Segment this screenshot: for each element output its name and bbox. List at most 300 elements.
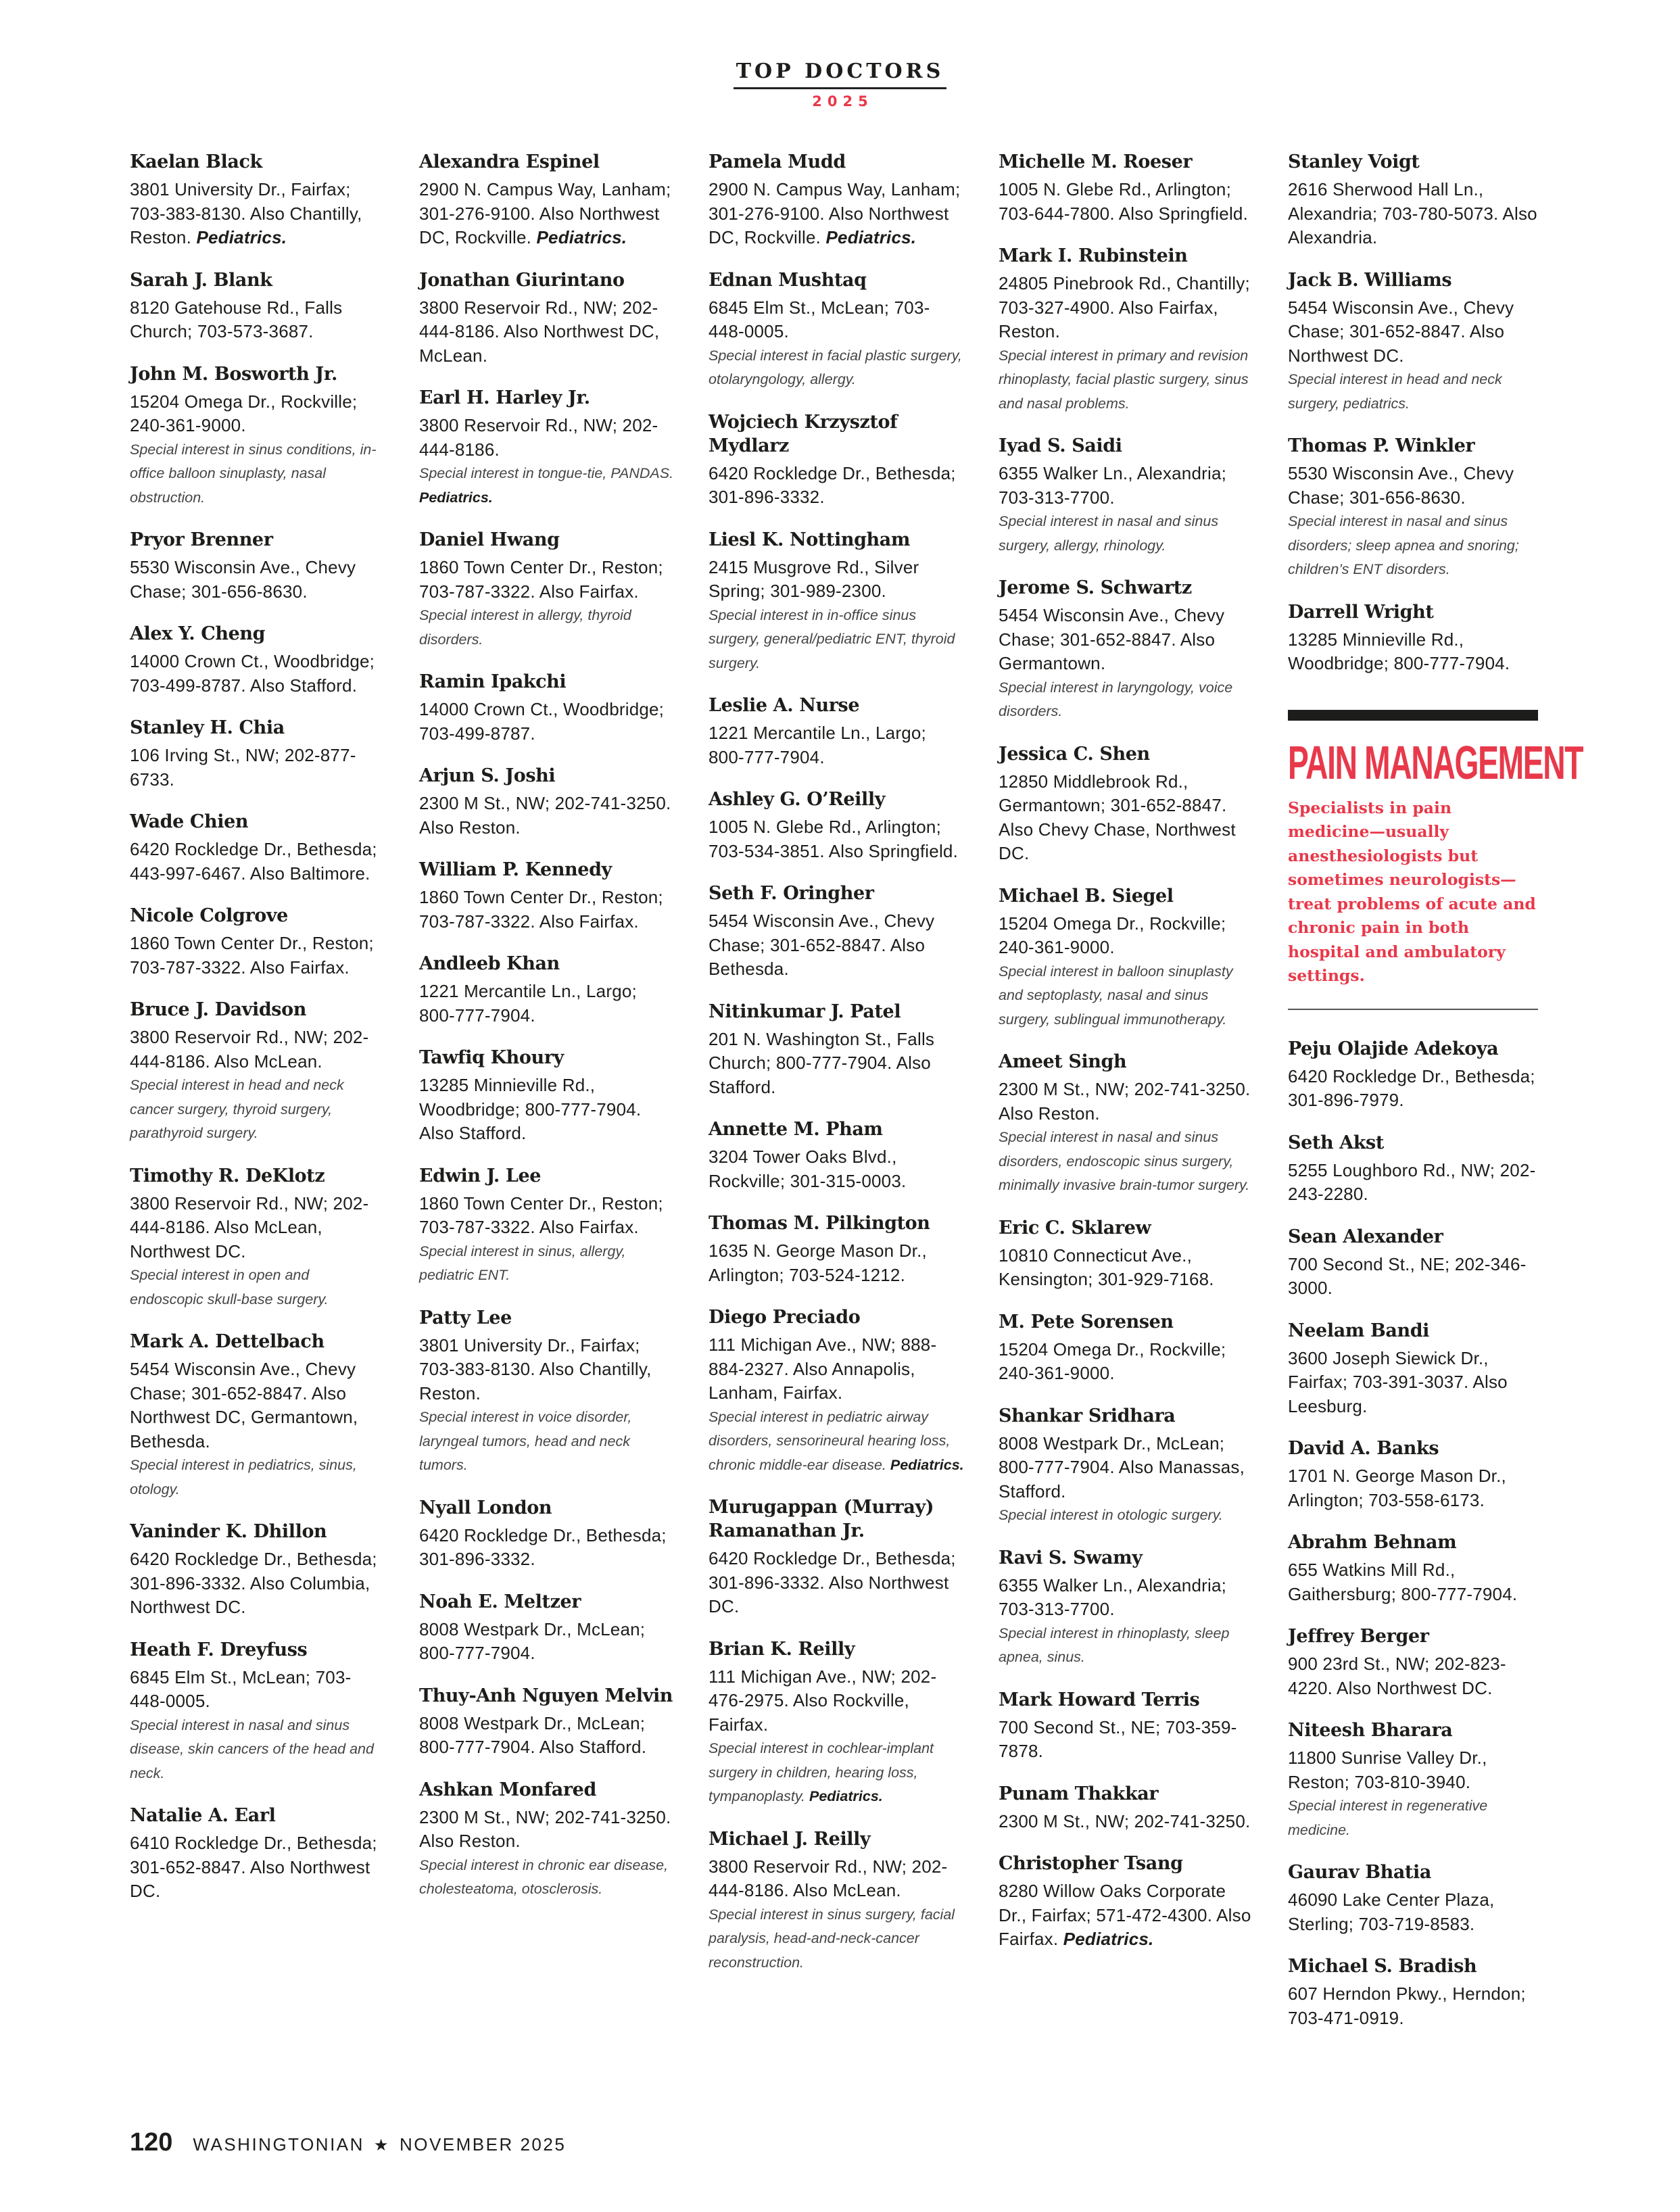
pain-management-list xyxy=(1288,1037,1545,2031)
address-text: 2300 M St., NW; 202-741-3250. Also Reston. xyxy=(419,1806,671,1851)
doctor-address xyxy=(709,462,965,510)
special-interest-note xyxy=(1288,1794,1545,1842)
address-text: 1005 N. Glebe Rd., Arlington; 703-534-3851. Also Springfield. xyxy=(709,817,959,861)
doctor-name: Peju Olajide Adekoya xyxy=(1288,1038,1499,1059)
doctor-address xyxy=(1288,1888,1545,1936)
address-text: 8008 Westpark Dr., McLean; 800-777-7904. xyxy=(419,1618,646,1663)
specialty-tag: Pediatrics. xyxy=(1063,1929,1154,1949)
address-text: 1860 Town Center Dr., Reston; 703-787-3322. Also Fairfax. xyxy=(130,933,374,978)
address-text: 3800 Reservoir Rd., NW; 202-444-8186. xyxy=(419,415,658,460)
doctor-address xyxy=(999,912,1255,960)
address-text: 2900 N. Campus Way, Lanham; 301-276-9100. Also Northwest DC, Rockville. xyxy=(419,179,671,247)
address-text: 2300 M St., NW; 202-741-3250. Also Reston. xyxy=(419,793,671,838)
doctor-address xyxy=(1288,1982,1545,2030)
doctor-entry xyxy=(1288,1037,1545,1113)
doctor-entry xyxy=(1288,1131,1545,1207)
doctor-name: Alexandra Espinel xyxy=(419,151,600,172)
column-3 xyxy=(709,150,965,1993)
doctor-entry xyxy=(709,1305,965,1477)
doctor-name: Edwin J. Lee xyxy=(419,1165,542,1186)
doctor-entry xyxy=(999,1310,1255,1386)
pain-management-description: Specialists in pain medicine—usually anesthesiologists but sometimes neurologists—treat problems of acute and chronic pain in both hospital and ambulatory settings. xyxy=(1288,798,1536,985)
pain-management-section xyxy=(1288,710,1583,2031)
doctor-name: Mark A. Dettelbach xyxy=(130,1331,325,1352)
address-text: 3204 Tower Oaks Blvd., Rockville; 301-315-0003. xyxy=(709,1147,907,1191)
doctor-entry xyxy=(1288,1225,1545,1301)
doctor-address xyxy=(130,1666,387,1714)
doctor-address xyxy=(999,1810,1255,1834)
doctor-entry xyxy=(999,1216,1255,1292)
address-text: 2616 Sherwood Hall Ln., Alexandria; 703-780-5073. Also Alexandria. xyxy=(1288,179,1537,247)
note-text: Special interest in nasal and sinus disorders; sleep apnea and snoring; children’s ENT disorders. xyxy=(1288,513,1519,577)
doctor-address xyxy=(419,296,676,368)
doctor-address xyxy=(130,1192,387,1264)
doctor-name: Patty Lee xyxy=(419,1307,512,1328)
issue-date: NOVEMBER 2025 xyxy=(399,2134,567,2155)
note-text: Special interest in allergy, thyroid disorders. xyxy=(419,607,631,648)
doctor-entry xyxy=(999,1546,1255,1670)
doctor-name: David A. Banks xyxy=(1288,1438,1439,1459)
doctor-name: Stanley H. Chia xyxy=(130,717,285,738)
doctor-entry xyxy=(1288,268,1545,416)
doctor-name: Jerome S. Schwartz xyxy=(999,577,1192,598)
doctor-name: Christopher Tsang xyxy=(999,1853,1183,1874)
address-text: 6410 Rockledge Dr., Bethesda; 301-652-8847. Also Northwest DC. xyxy=(130,1833,377,1901)
doctor-entry xyxy=(419,268,676,368)
doctor-entry xyxy=(419,1684,676,1760)
specialty-tag: Pediatrics. xyxy=(536,227,627,247)
doctor-address xyxy=(709,178,965,250)
doctor-address xyxy=(1288,462,1545,510)
address-text: 5255 Loughboro Rd., NW; 202-243-2280. xyxy=(1288,1159,1536,1204)
special-interest-note xyxy=(419,1854,676,1902)
address-text: 15204 Omega Dr., Rockville; 240-361-9000. xyxy=(130,391,358,435)
address-text: 1860 Town Center Dr., Reston; 703-787-3322. Also Fairfax. xyxy=(419,1193,663,1237)
column-4 xyxy=(999,150,1255,1970)
address-text: 655 Watkins Mill Rd., Gaithersburg; 800-777-7904. xyxy=(1288,1560,1518,1604)
address-text: 10810 Connecticut Ave., Kensington; 301-929-7168. xyxy=(999,1245,1214,1289)
special-interest-note xyxy=(1288,368,1545,416)
doctor-name: Michael B. Siegel xyxy=(999,885,1174,907)
address-text: 3801 University Dr., Fairfax; 703-383-8130. Also Chantilly, Reston. xyxy=(130,179,362,247)
note-text: Special interest in pediatric airway disorders, sensorineural hearing loss, chronic middle-ear disease. xyxy=(709,1408,951,1473)
address-text: 46090 Lake Center Plaza, Sterling; 703-719-8583. xyxy=(1288,1890,1495,1934)
doctor-address xyxy=(1288,1746,1545,1794)
doctor-address xyxy=(419,980,676,1028)
doctor-name: Kaelan Black xyxy=(130,151,262,172)
address-text: 8008 Westpark Dr., McLean; 800-777-7904. Also Stafford. xyxy=(419,1712,647,1757)
doctor-name: Michael J. Reilly xyxy=(709,1828,871,1850)
note-text: Special interest in nasal and sinus disorders, endoscopic sinus surgery, minimally invasive brain-tumor surgery. xyxy=(999,1129,1250,1193)
doctor-address xyxy=(419,792,676,840)
address-text: 900 23rd St., NW; 202-823-4220. Also Northwest DC. xyxy=(1288,1654,1506,1698)
note-text: Special interest in facial plastic surgery, otolaryngology, allergy. xyxy=(709,347,962,387)
doctor-entry xyxy=(709,268,965,392)
address-text: 201 N. Washington St., Falls Church; 800-777-7904. Also Stafford. xyxy=(709,1028,935,1097)
doctor-address xyxy=(130,1547,387,1620)
doctor-address xyxy=(130,556,387,604)
doctor-name: Wojciech Krzysztof Mydlarz xyxy=(709,411,898,456)
doctor-entry xyxy=(999,1404,1255,1528)
section-year: 2025 xyxy=(812,93,873,110)
address-text: 2415 Musgrove Rd., Silver Spring; 301-989-2300. xyxy=(709,556,919,601)
doctor-entry xyxy=(999,1852,1255,1952)
doctor-entry xyxy=(419,1164,676,1288)
doctor-name: Ashkan Monfared xyxy=(419,1779,596,1800)
doctor-name: Nicole Colgrove xyxy=(130,905,288,926)
address-text: 3800 Reservoir Rd., NW; 202-444-8186. Also McLean, Northwest DC. xyxy=(130,1193,369,1261)
doctor-address xyxy=(130,1026,387,1074)
doctor-entry xyxy=(999,434,1255,558)
address-text: 15204 Omega Dr., Rockville; 240-361-9000. xyxy=(999,1339,1226,1383)
doctor-address xyxy=(1288,1159,1545,1207)
address-text: 3801 University Dr., Fairfax; 703-383-8130. Also Chantilly, Reston. xyxy=(419,1335,652,1403)
doctor-address xyxy=(419,556,676,604)
doctor-entry xyxy=(419,670,676,746)
doctor-name: Natalie A. Earl xyxy=(130,1805,276,1826)
doctor-entry xyxy=(130,1638,387,1786)
doctor-entry xyxy=(419,1046,676,1146)
doctor-name: Wade Chien xyxy=(130,811,249,832)
address-text: 6420 Rockledge Dr., Bethesda; 301-896-3332. Also Northwest DC. xyxy=(709,1548,956,1616)
address-text: 6355 Walker Ln., Alexandria; 703-313-7700. xyxy=(999,1574,1227,1619)
doctor-entry xyxy=(130,1520,387,1620)
doctor-name: Sean Alexander xyxy=(1288,1226,1443,1247)
column-5 xyxy=(1288,150,1583,2048)
publication-name: WASHINGTONIAN xyxy=(193,2134,364,2155)
note-text: Special interest in tongue-tie, PANDAS. xyxy=(419,465,674,481)
doctor-address xyxy=(419,1074,676,1146)
doctor-name: Annette M. Pham xyxy=(709,1119,883,1140)
address-text: 106 Irving St., NW; 202-877-6733. xyxy=(130,745,356,790)
doctor-entry xyxy=(419,528,676,652)
doctor-address xyxy=(999,462,1255,510)
address-text: 2900 N. Campus Way, Lanham; 301-276-9100. Also Northwest DC, Rockville. xyxy=(709,179,961,247)
doctor-name: Darrell Wright xyxy=(1288,601,1434,623)
doctor-address xyxy=(1288,1652,1545,1700)
doctor-name: Noah E. Meltzer xyxy=(419,1591,581,1612)
address-text: 3600 Joseph Siewick Dr., Fairfax; 703-391-3037. Also Leesburg. xyxy=(1288,1347,1508,1416)
address-text: 14000 Crown Ct., Woodbridge; 703-499-8787. xyxy=(419,699,665,744)
doctor-name: Ednan Mushtaq xyxy=(709,269,867,291)
special-interest-note xyxy=(1288,510,1545,582)
doctor-address xyxy=(130,1357,387,1453)
specialty-tag: Pediatrics. xyxy=(419,489,493,506)
address-text: 5454 Wisconsin Ave., Chevy Chase; 301-652-8847. Also Germantown. xyxy=(999,605,1225,673)
address-text: 607 Herndon Pkwy., Herndon; 703-471-0919. xyxy=(1288,1983,1526,2028)
specialty-tag: Pediatrics. xyxy=(825,227,917,247)
doctor-name: Alex Y. Cheng xyxy=(130,623,266,644)
doctor-name: Leslie A. Nurse xyxy=(709,695,860,716)
doctor-entry xyxy=(419,764,676,840)
doctor-name: John M. Bosworth Jr. xyxy=(130,363,338,385)
doctor-address xyxy=(999,178,1255,226)
address-text: 111 Michigan Ave., NW; 888-884-2327. Also Annapolis, Lanham, Fairfax. xyxy=(709,1335,937,1403)
doctor-entry xyxy=(1288,600,1545,676)
doctor-name: Niteesh Bharara xyxy=(1288,1720,1453,1741)
special-interest-note xyxy=(999,1622,1255,1670)
doctor-address xyxy=(709,1855,965,1903)
column-1 xyxy=(130,150,387,1922)
address-text: 6420 Rockledge Dr., Bethesda; 301-896-3332. xyxy=(419,1524,667,1569)
address-text: 6420 Rockledge Dr., Bethesda; 301-896-3332. Also Columbia, Northwest DC. xyxy=(130,1549,377,1617)
doctor-name: Sarah J. Blank xyxy=(130,269,272,291)
doctor-name: Thomas M. Pilkington xyxy=(709,1213,930,1234)
doctor-name: Ravi S. Swamy xyxy=(999,1547,1143,1568)
doctor-address xyxy=(999,1338,1255,1386)
doctor-address xyxy=(130,744,387,792)
doctor-address xyxy=(419,1806,676,1854)
doctor-address xyxy=(999,770,1255,866)
doctor-address xyxy=(709,721,965,769)
doctor-name: Jessica C. Shen xyxy=(999,743,1150,765)
doctor-entry xyxy=(130,1804,387,1904)
address-text: 1635 N. George Mason Dr., Arlington; 703-524-1212. xyxy=(709,1241,927,1285)
address-text: 6845 Elm St., McLean; 703-448-0005. xyxy=(709,297,930,341)
doctor-name: Liesl K. Nottingham xyxy=(709,529,911,550)
doctor-name: Thomas P. Winkler xyxy=(1288,435,1475,456)
address-text: 1221 Mercantile Ln., Largo; 800-777-7904. xyxy=(419,981,637,1026)
doctor-entry xyxy=(419,1590,676,1666)
doctor-name: Ramin Ipakchi xyxy=(419,671,567,692)
doctor-name: Brian K. Reilly xyxy=(709,1638,855,1660)
address-text: 1701 N. George Mason Dr., Arlington; 703-558-6173. xyxy=(1288,1466,1506,1510)
doctor-entry xyxy=(1288,1437,1545,1512)
special-interest-note xyxy=(999,344,1255,416)
special-interest-note xyxy=(419,1240,676,1288)
doctor-address xyxy=(419,1192,676,1240)
doctor-entry xyxy=(1288,150,1545,250)
doctor-address xyxy=(709,296,965,344)
doctor-name: Arjun S. Joshi xyxy=(419,765,556,786)
doctor-entry xyxy=(709,1637,965,1809)
doctor-entry xyxy=(130,1164,387,1312)
doctor-entry xyxy=(709,1117,965,1193)
doctor-entry xyxy=(709,150,965,250)
doctor-entry xyxy=(130,904,387,980)
doctor-entry xyxy=(1288,434,1545,582)
note-text: Special interest in chronic ear disease, cholesteatoma, otosclerosis. xyxy=(419,1856,669,1897)
doctor-name: Bruce J. Davidson xyxy=(130,999,306,1020)
doctor-entry xyxy=(419,386,676,510)
doctor-entry xyxy=(999,150,1255,226)
doctor-address xyxy=(419,1524,676,1572)
address-text: 8008 Westpark Dr., McLean; 800-777-7904. Also Manassas, Stafford. xyxy=(999,1433,1245,1501)
doctor-address xyxy=(130,932,387,980)
doctor-entry xyxy=(130,716,387,792)
address-text: 1860 Town Center Dr., Reston; 703-787-3322. Also Fairfax. xyxy=(419,887,663,932)
doctor-address xyxy=(1288,1347,1545,1419)
doctor-name: Neelam Bandi xyxy=(1288,1320,1430,1341)
address-text: 3800 Reservoir Rd., NW; 202-444-8186. Also Northwest DC, McLean. xyxy=(419,297,660,366)
doctor-address xyxy=(130,650,387,698)
special-interest-note xyxy=(709,1737,965,1809)
doctor-entry xyxy=(709,1211,965,1287)
special-interest-note xyxy=(130,1074,387,1146)
doctor-name: Michelle M. Roeser xyxy=(999,151,1193,172)
doctor-address xyxy=(1288,1464,1545,1512)
doctor-name: Jonathan Giurintano xyxy=(419,269,625,291)
note-text: Special interest in head and neck cancer surgery, thyroid surgery, parathyroid surgery. xyxy=(130,1077,344,1141)
address-text: 5530 Wisconsin Ave., Chevy Chase; 301-656-8630. xyxy=(1288,463,1514,508)
doctor-name: Seth Akst xyxy=(1288,1132,1384,1153)
doctor-name: Andleeb Khan xyxy=(419,953,560,974)
doctor-address xyxy=(999,1716,1255,1764)
note-text: Special interest in nasal and sinus surgery, allergy, rhinology. xyxy=(999,513,1219,554)
address-text: 1860 Town Center Dr., Reston; 703-787-3322. Also Fairfax. xyxy=(419,557,663,602)
doctor-name: Jack B. Williams xyxy=(1288,269,1452,291)
special-interest-note xyxy=(130,1714,387,1786)
specialty-tag: Pediatrics. xyxy=(809,1788,883,1804)
footer-issue-line xyxy=(193,2134,566,2155)
doctor-name: Timothy R. DeKlotz xyxy=(130,1165,325,1186)
doctor-name: Shankar Sridhara xyxy=(999,1405,1176,1426)
doctor-address xyxy=(419,698,676,746)
star-icon: ★ xyxy=(373,2136,390,2155)
doctor-address xyxy=(999,604,1255,676)
address-text: 700 Second St., NE; 703-359-7878. xyxy=(999,1716,1237,1761)
doctor-address xyxy=(130,296,387,344)
address-text: 13285 Minnieville Rd., Woodbridge; 800-777-7904. xyxy=(1288,629,1510,673)
note-text: Special interest in in-office sinus surgery, general/pediatric ENT, thyroid surgery. xyxy=(709,606,955,671)
doctor-address xyxy=(130,390,387,438)
note-text: Special interest in balloon sinuplasty and septoplasty, nasal and sinus surgery, sublingual immunotherapy. xyxy=(999,963,1233,1028)
address-text: 6845 Elm St., McLean; 703-448-0005. xyxy=(130,1666,352,1711)
special-interest-note xyxy=(999,510,1255,558)
doctor-entry xyxy=(1288,1319,1545,1419)
specialty-tag: Pediatrics. xyxy=(890,1456,964,1473)
note-text: Special interest in head and neck surgery, pediatrics. xyxy=(1288,371,1502,412)
address-text: 700 Second St., NE; 202-346-3000. xyxy=(1288,1253,1527,1298)
doctor-entry xyxy=(419,1778,676,1902)
special-interest-note xyxy=(999,960,1255,1032)
doctor-address xyxy=(1288,1558,1545,1606)
doctor-name: Murugappan (Murray) Ramanathan Jr. xyxy=(709,1497,934,1541)
doctor-address xyxy=(419,1618,676,1666)
note-text: Special interest in cochlear-implant surgery in children, hearing loss, tympanoplasty. xyxy=(709,1740,934,1804)
doctor-entry xyxy=(419,1306,676,1478)
doctor-name: Nyall London xyxy=(419,1497,552,1518)
special-interest-note xyxy=(999,1126,1255,1198)
doctor-address xyxy=(419,414,676,462)
specialty-tag: Pediatrics. xyxy=(196,227,287,247)
doctor-name: Jeffrey Berger xyxy=(1288,1626,1429,1647)
doctor-name: Pryor Brenner xyxy=(130,529,273,550)
note-text: Special interest in primary and revision rhinoplasty, facial plastic surgery, sinus and nasal problems. xyxy=(999,347,1249,412)
doctor-address xyxy=(130,838,387,886)
doctor-address xyxy=(709,556,965,604)
doctor-address xyxy=(999,1879,1255,1952)
note-text: Special interest in sinus, allergy, pediatric ENT. xyxy=(419,1243,626,1283)
doctor-address xyxy=(1288,178,1545,250)
doctor-name: Nitinkumar J. Patel xyxy=(709,1001,901,1022)
address-text: 6420 Rockledge Dr., Bethesda; 301-896-7979. xyxy=(1288,1065,1535,1110)
address-text: 24805 Pinebrook Rd., Chantilly; 703-327-4900. Also Fairfax, Reston. xyxy=(999,273,1250,341)
doctor-address xyxy=(999,1432,1255,1504)
doctor-entry xyxy=(419,150,676,250)
doctor-entry xyxy=(999,742,1255,866)
doctor-entry xyxy=(130,150,387,250)
doctor-entry xyxy=(130,998,387,1146)
note-text: Special interest in laryngology, voice disorders. xyxy=(999,679,1233,719)
note-text: Special interest in sinus surgery, facial paralysis, head-and-neck-cancer reconstruction. xyxy=(709,1906,955,1971)
address-text: 5454 Wisconsin Ave., Chevy Chase; 301-652-8847. Also Northwest DC, Germantown, Bethesda. xyxy=(130,1359,358,1451)
special-interest-note xyxy=(999,1504,1255,1528)
doctor-entry xyxy=(999,884,1255,1032)
doctor-name: Heath F. Dreyfuss xyxy=(130,1639,308,1660)
doctor-address xyxy=(709,1145,965,1193)
doctor-entry xyxy=(130,528,387,604)
doctor-address xyxy=(999,1078,1255,1126)
doctor-name: Michael S. Bradish xyxy=(1288,1956,1477,1977)
doctor-entry xyxy=(130,268,387,344)
doctor-name: M. Pete Sorensen xyxy=(999,1311,1174,1332)
doctor-entry xyxy=(1288,1860,1545,1936)
doctor-entry xyxy=(419,858,676,934)
doctor-address xyxy=(130,1831,387,1904)
note-text: Special interest in sinus conditions, in-office balloon sinuplasty, nasal obstruction. xyxy=(130,441,377,506)
doctor-name: William P. Kennedy xyxy=(419,859,612,880)
special-interest-note xyxy=(709,1405,965,1478)
doctor-name: Mark Howard Terris xyxy=(999,1689,1200,1710)
address-text: 13285 Minnieville Rd., Woodbridge; 800-777-7904. Also Stafford. xyxy=(419,1075,642,1143)
doctor-address xyxy=(709,1028,965,1100)
address-text: 5454 Wisconsin Ave., Chevy Chase; 301-652-8847. Also Bethesda. xyxy=(709,911,935,979)
doctor-name: Ameet Singh xyxy=(999,1051,1127,1072)
doctor-name: Tawfiq Khoury xyxy=(419,1047,564,1068)
note-text: Special interest in regenerative medicine. xyxy=(1288,1798,1488,1838)
doctor-entry xyxy=(1288,1718,1545,1842)
note-text: Special interest in nasal and sinus disease, skin cancers of the head and neck. xyxy=(130,1716,374,1781)
address-text: 1005 N. Glebe Rd., Arlington; 703-644-7800. Also Springfield. xyxy=(999,179,1249,224)
doctor-name: Abrahm Behnam xyxy=(1288,1532,1457,1553)
note-text: Special interest in otologic surgery. xyxy=(999,1507,1223,1523)
address-text: 2300 M St., NW; 202-741-3250. xyxy=(999,1810,1251,1831)
doctor-name: Ashley G. O’Reilly xyxy=(709,789,885,810)
ent-list-continued xyxy=(1288,150,1545,676)
doctor-entry xyxy=(999,1050,1255,1198)
doctor-address xyxy=(419,886,676,934)
doctor-entry xyxy=(709,1000,965,1100)
doctor-entry xyxy=(999,1782,1255,1834)
section-divider-bar xyxy=(1288,710,1538,721)
doctor-entry xyxy=(709,788,965,863)
doctor-name: Eric C. Sklarew xyxy=(999,1217,1151,1239)
doctor-name: Mark I. Rubinstein xyxy=(999,245,1188,266)
special-interest-note xyxy=(709,344,965,392)
doctor-address xyxy=(709,1547,965,1619)
address-text: 5454 Wisconsin Ave., Chevy Chase; 301-652-8847. Also Northwest DC. xyxy=(1288,297,1514,366)
page-number: 120 xyxy=(130,2128,173,2157)
address-text: 2300 M St., NW; 202-741-3250. Also Reston. xyxy=(999,1079,1251,1124)
doctor-entry xyxy=(1288,1625,1545,1700)
special-interest-note xyxy=(709,604,965,676)
doctor-address xyxy=(709,1665,965,1737)
doctor-entry xyxy=(999,244,1255,416)
doctor-name: Earl H. Harley Jr. xyxy=(419,387,590,408)
doctor-address xyxy=(709,909,965,982)
doctor-address xyxy=(419,178,676,250)
doctor-name: Thuy-Anh Nguyen Melvin xyxy=(419,1685,673,1706)
address-text: 11800 Sunrise Valley Dr., Reston; 703-810-3940. xyxy=(1288,1748,1487,1792)
doctor-entry xyxy=(419,1496,676,1572)
doctor-name: Vaninder K. Dhillon xyxy=(130,1521,327,1542)
doctor-address xyxy=(999,272,1255,344)
doctor-address xyxy=(709,815,965,863)
address-text: 3800 Reservoir Rd., NW; 202-444-8186. Also McLean. xyxy=(130,1027,369,1072)
page-footer xyxy=(130,2128,566,2157)
special-interest-note xyxy=(709,1903,965,1975)
